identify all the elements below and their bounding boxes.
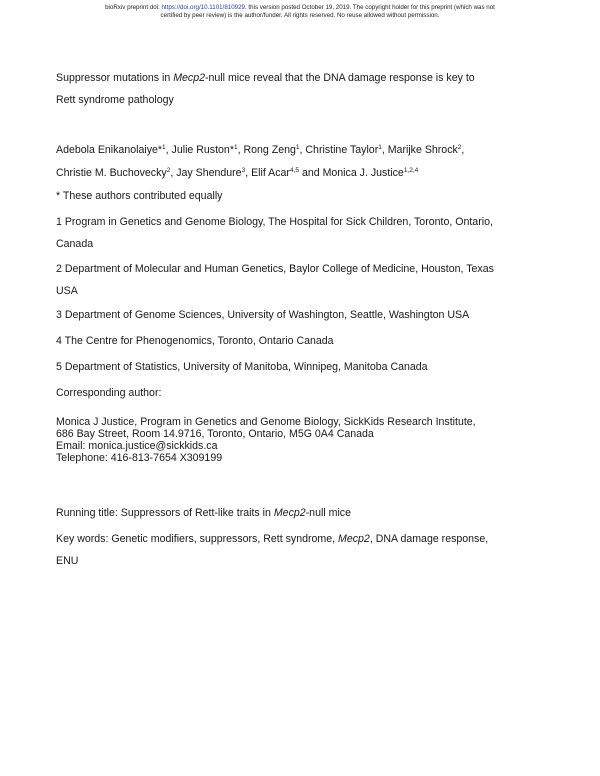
email-line: Email: monica.justice@sickkids.ca (56, 440, 218, 452)
author: Adebola Enikanolaiye* (56, 144, 163, 156)
author: Monica J. Justice (322, 166, 404, 179)
author: Jay Shendure (176, 166, 242, 179)
author: Christine Taylor (305, 144, 379, 156)
affiliation-4: 4 The Centre for Phenogenomics, Toronto, Ontario Canada (56, 335, 334, 347)
preprint-header (20, 4, 580, 20)
affiliation-5: 5 Department of Statistics, University of Manitoba, Winnipeg, Manitoba Canada (56, 361, 428, 373)
author: Christie M. Buchovecky (56, 166, 167, 179)
affiliation-3: 3 Department of Genome Sciences, University of Washington, Seattle, Washington USA (56, 309, 470, 321)
affiliation-2: 2 Department of Molecular and Human Genetics, Baylor College of Medicine, Houston, Texas USA (56, 263, 494, 297)
paper-title: Suppressor mutations in Mecp2-null mice reveal that the DNA damage response is key to Rett syndrome pathology (56, 72, 475, 106)
doi-link[interactable]: https://doi.org/10.1101/810929 (161, 4, 245, 11)
author-list (56, 140, 556, 185)
header-line-1: bioRxiv preprint doi: https://doi.org/10.1101/810929. this version posted October 19, 2019. The copyright holder for this preprint (which was not (105, 4, 495, 11)
equal-contribution-note: * These authors contributed equally (56, 190, 223, 202)
corresponding-details: Monica J Justice, Program in Genetics and Genome Biology, SickKids Research Institute, 686 Bay Street, Room 14.9716, Toronto, Ontario, M5G 0A4 Canada Email: monica.justice@sickkids.ca Telephone: 416-813-7654 X309199 (56, 416, 556, 464)
author: Elif Acar (251, 166, 290, 179)
author: Julie Ruston* (171, 144, 234, 156)
author-line-1: Adebola Enikanolaiye*$^1$, Julie Ruston*$^1$, Rong Zeng$^1$, Christine Taylor$^1$, Marijke Shrock$^2$, (56, 144, 465, 156)
running-title: Running title: Suppressors of Rett-like traits in Mecp2-null mice (56, 507, 351, 519)
author: Rong Zeng (243, 144, 296, 156)
header-line-2: certified by peer review) is the author/funder. All rights reserved. No reuse allowed without permission. (160, 12, 440, 19)
author: Marijke Shrock (387, 144, 458, 156)
corresponding-label: Corresponding author: (56, 387, 162, 399)
author-line-2: Christie M. Buchovecky$^2$, Jay Shendure$^3$, Elif Acar$^{4,5}$ and Monica J. Justice$^{1,2,4}$ (56, 166, 419, 179)
key-words: Key words: Genetic modifiers, suppressors, Rett syndrome, Mecp2, DNA damage response, ENU (56, 533, 489, 567)
affiliation-1: 1 Program in Genetics and Genome Biology, The Hospital for Sick Children, Toronto, Ontario, Canada (56, 216, 493, 250)
